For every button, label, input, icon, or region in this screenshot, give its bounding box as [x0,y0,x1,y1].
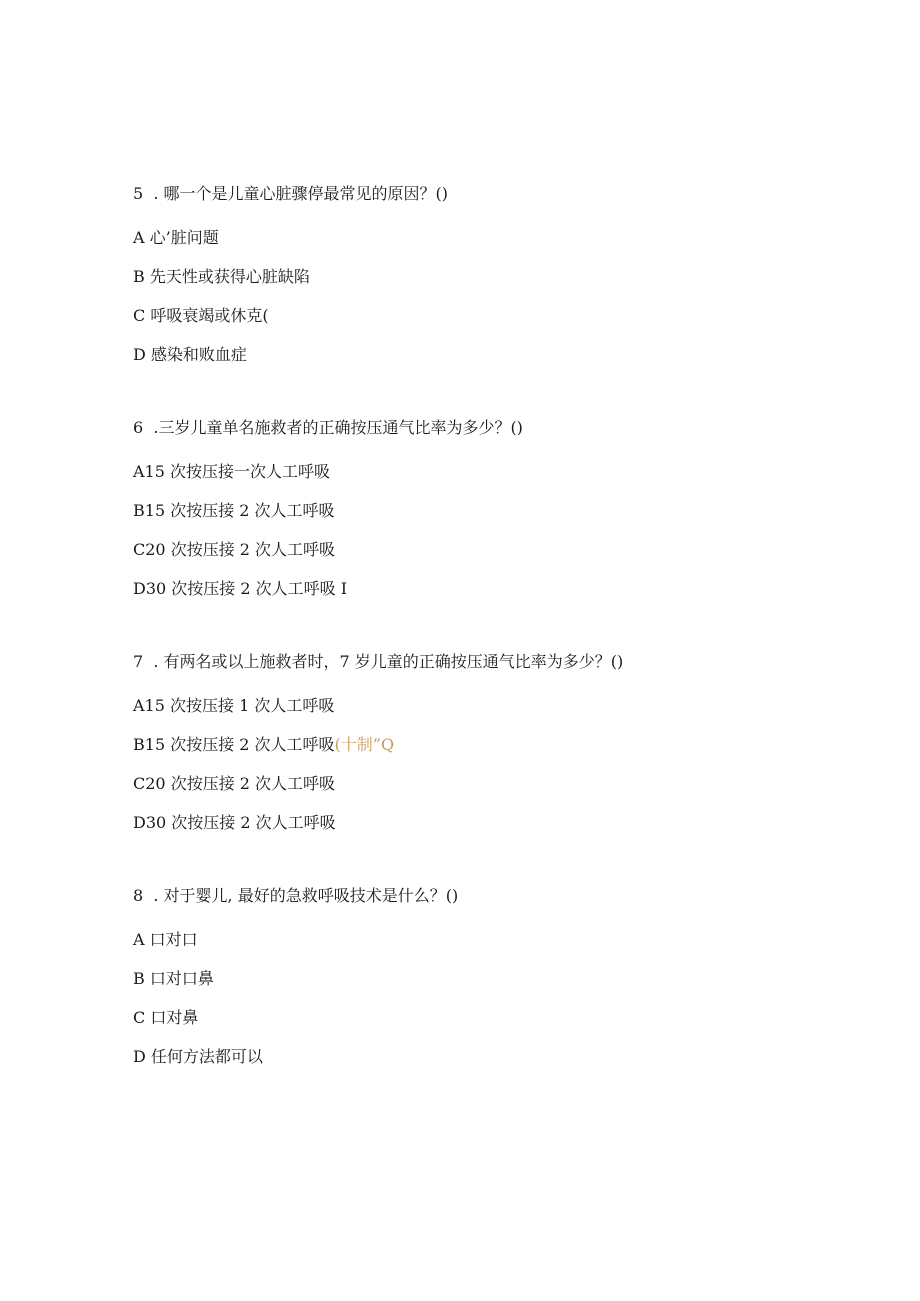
question-5-option-a: A 心’脏问题 [133,228,219,247]
question-5-option-b: B 先天性或获得心脏缺陷 [133,267,310,286]
question-8-option-d: D 任何方法都可以 [133,1047,263,1066]
question-7-option-b [133,737,394,753]
question-5-stem: 5 . 哪一个是儿童心脏骤停最常见的原因？() [133,184,449,203]
question-7-option-c: C20 次按压接 2 次人工呼吸 [133,774,336,793]
question-8-option-c: C 口对鼻 [133,1008,199,1027]
question-6-option-d: D30 次按压接 2 次人工呼吸 I [133,579,348,598]
question-8-stem: 8 . 对于婴儿, 最好的急救呼吸技术是什么？() [133,886,459,905]
question-6-option-a: A15 次按压接一次人工呼吸 [133,462,331,481]
question-5-option-c: C 呼吸衰竭或休克( [133,306,269,325]
question-6-stem: 6 .三岁儿童单名施救者的正确按压通气比率为多少？() [133,418,523,437]
question-6-option-c: C20 次按压接 2 次人工呼吸 [133,540,336,559]
handwritten-annotation: (十制”Q [334,735,395,754]
question-7-option-d: D30 次按压接 2 次人工呼吸 [133,813,336,832]
question-7-option-b-text: B15 次按压接 2 次人工呼吸 [133,735,335,754]
question-7-stem: 7 . 有两名或以上施救者时，7 岁儿童的正确按压通气比率为多少？() [133,652,624,671]
question-8-option-a: A 口对口 [133,930,198,949]
question-5-option-d: D 感染和败血症 [133,345,247,364]
question-6-option-b: B15 次按压接 2 次人工呼吸 [133,501,335,520]
question-7-option-a: A15 次按压接 1 次人工呼吸 [133,696,335,715]
question-8-option-b: B 口对口鼻 [133,969,214,988]
